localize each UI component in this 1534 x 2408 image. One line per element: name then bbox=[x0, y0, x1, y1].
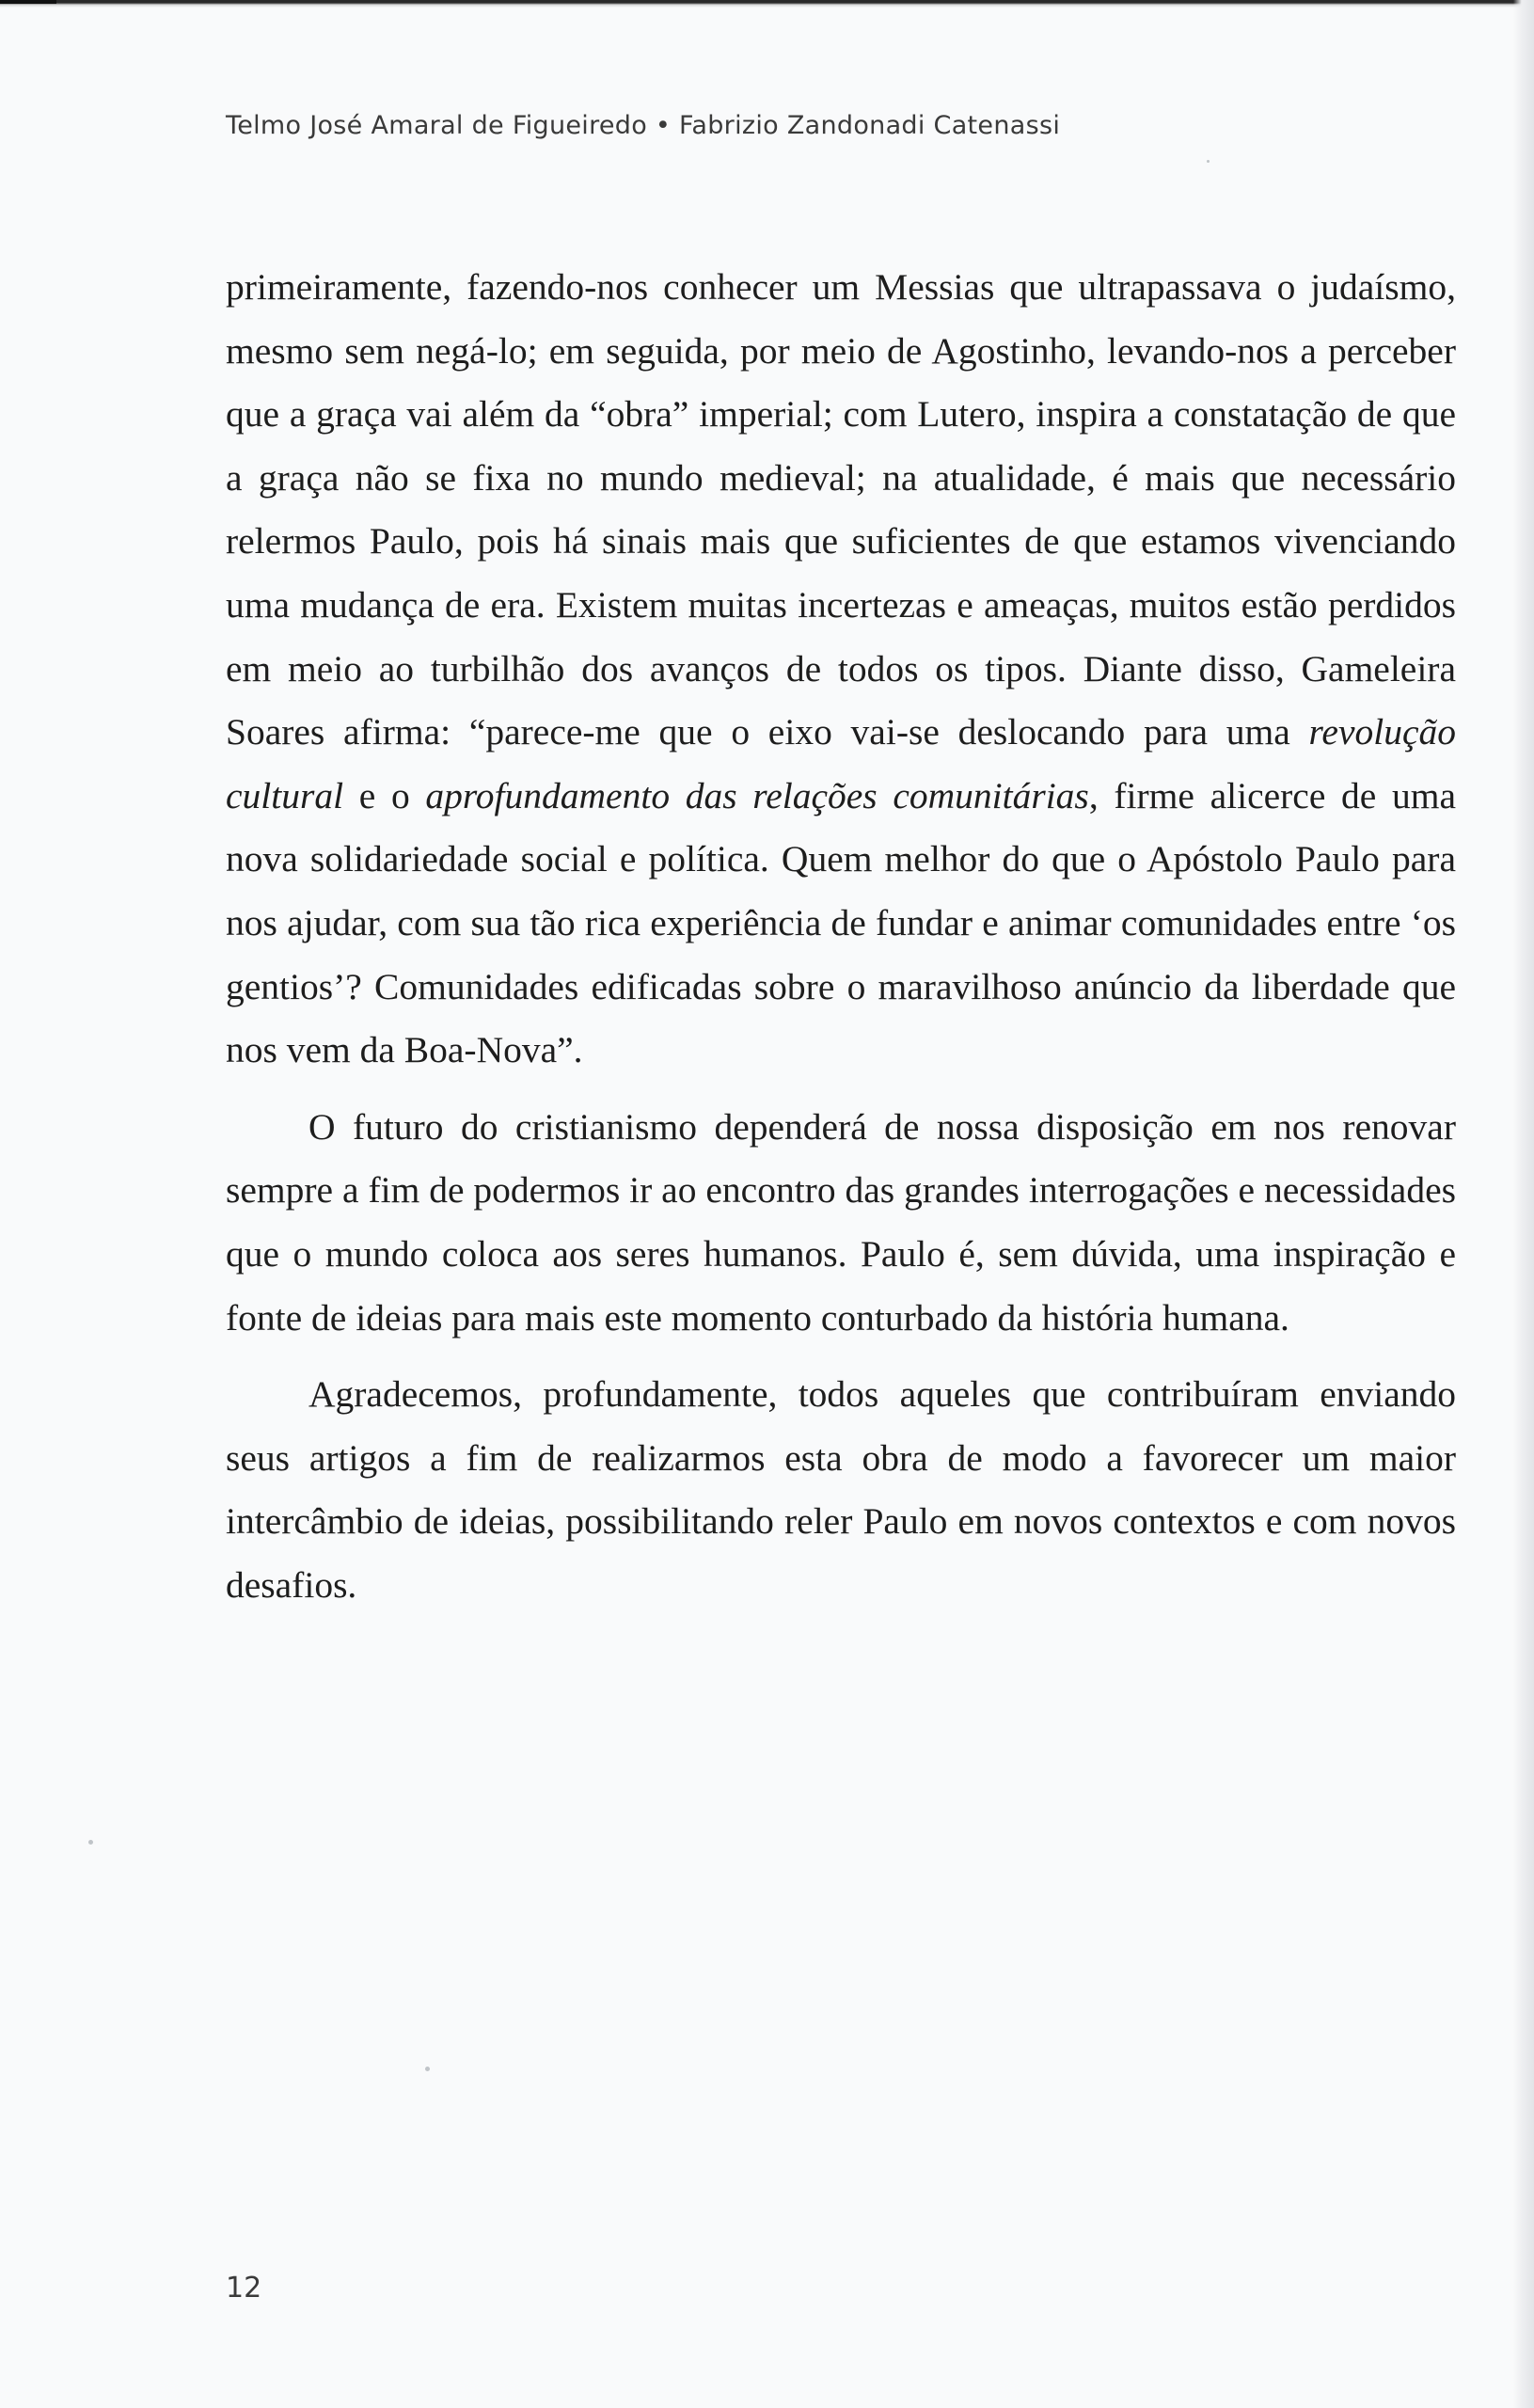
italic-phrase-aprofundamento: aprofundamento das relações comunitárias bbox=[425, 774, 1089, 816]
scan-speck bbox=[425, 2067, 430, 2071]
scan-speck bbox=[1207, 160, 1210, 163]
scan-top-edge bbox=[0, 0, 1534, 8]
italic-phrase-revolucao-cultural: revolução cultural bbox=[226, 711, 1456, 816]
paragraph-3: Agradecemos, profundamente, todos aqueles que contribuíram enviando seus artigos a fim de realizarmos esta obra de modo a favorecer um maior intercâmbio de ideias, possibilitando reler Paulo em novos contextos e com novos desafios. bbox=[226, 1373, 1456, 1606]
running-head: Telmo José Amaral de Figueiredo • Fabrizio Zandonadi Catenassi bbox=[226, 111, 1061, 140]
paragraph-1-text: primeiramente, fazendo-nos conhecer um Messias que ultrapassava o judaísmo, mesmo sem negá-lo; em seguida, por meio de Agostinho, levando-nos a perceber que a graça vai além da “obra” imperial; com Lutero, inspira a constatação de que a graça não se fixa no mundo medieval; na atualidade, é mais que necessário relermos Paulo, pois há sinais mais que suficientes de que estamos vivenciando uma mudança de era. Existem muitas incertezas e ameaças, muitos estão perdidos em meio ao turbilhão dos avanços de todos os tipos. Diante disso, Gameleira Soares afirma: “parece-me que o eixo vai-se deslocando para uma bbox=[226, 266, 1456, 753]
body-text bbox=[226, 256, 1456, 1630]
paragraph-1-text-connector: e o bbox=[343, 774, 426, 816]
paragraph-1-text-end: , firme alicerce de uma nova solidariedade social e política. Quem melhor do que o Apóstolo Paulo para nos ajudar, com sua tão rica experiência de fundar e animar comunidades entre ‘os gentios’? Comunidades edificadas sobre o maravilhoso anúncio da liberdade que nos vem da Boa-Nova”. bbox=[226, 774, 1456, 1071]
scan-speck bbox=[88, 1840, 93, 1845]
scan-right-edge-shadow bbox=[1513, 0, 1534, 2408]
paragraph-2: O futuro do cristianismo dependerá de nossa disposição em nos renovar sempre a fim de podermos ir ao encontro das grandes interrogações e necessidades que o mundo coloca aos seres humanos. Paulo é, sem dúvida, uma inspiração e fonte de ideias para mais este momento conturbado da história humana. bbox=[226, 1105, 1456, 1339]
page-number: 12 bbox=[226, 2272, 262, 2305]
paragraph-1 bbox=[226, 256, 1456, 1083]
